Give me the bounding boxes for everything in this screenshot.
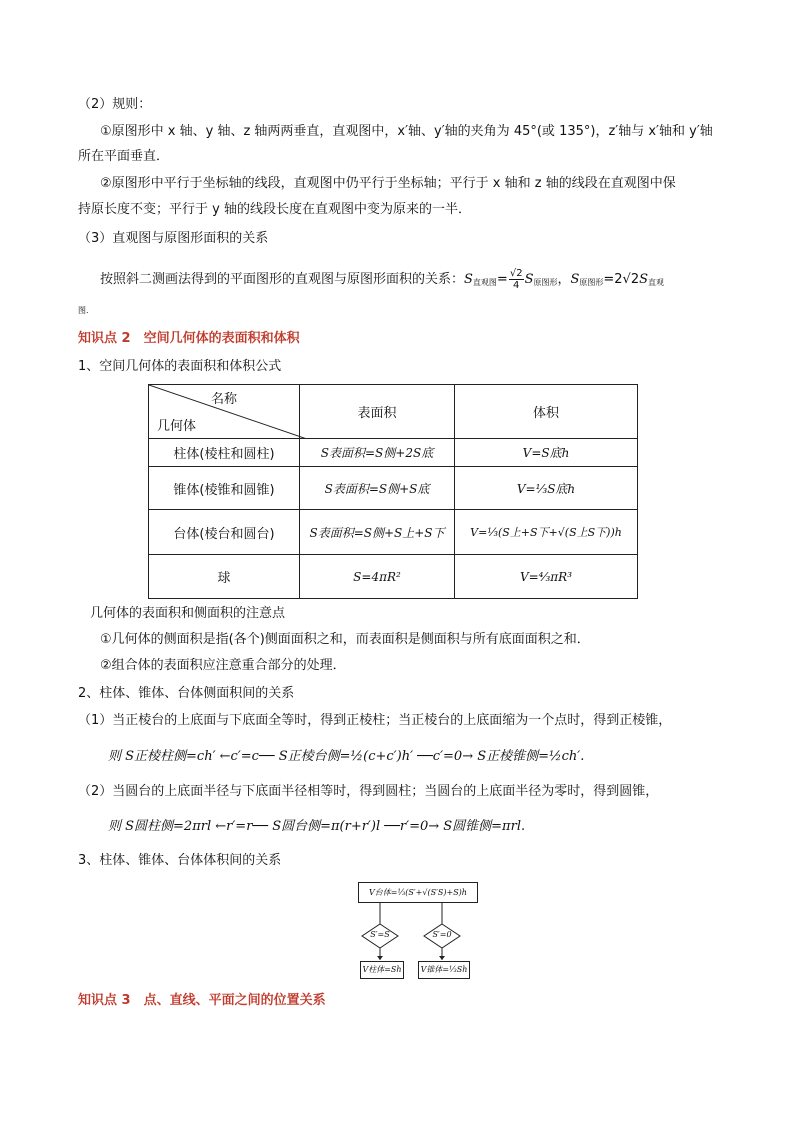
kp2-heading: 知识点 2 空间几何体的表面积和体积 xyxy=(78,331,300,346)
flowchart-right-condition: S′=0 xyxy=(432,930,452,939)
row-name: 球 xyxy=(149,555,300,599)
area-relation xyxy=(100,268,664,292)
header-surface: 表面积 xyxy=(300,385,455,439)
formula-table xyxy=(148,384,638,599)
flowchart-left-result: V柱体=Sh xyxy=(360,961,404,979)
notes-title: 几何体的表面积和侧面积的注意点 xyxy=(90,606,286,621)
kp3-heading: 知识点 3 点、直线、平面之间的位置关系 xyxy=(78,993,326,1008)
row-surface: S表面积=S侧+2S底 xyxy=(300,439,455,467)
row-name: 柱体(棱柱和圆柱) xyxy=(149,439,300,467)
volume-flowchart xyxy=(340,878,470,983)
area-s3: S xyxy=(570,272,580,287)
row-name: 锥体(棱锥和圆锥) xyxy=(149,467,300,510)
kp2-2-p2: （2）当圆台的上底面半径与下底面半径相等时，得到圆柱；当圆台的上底面半径为零时，得到圆锥， xyxy=(78,784,659,799)
area-s4: S xyxy=(639,272,649,287)
row-name: 台体(棱台和圆台) xyxy=(149,510,300,555)
table-row xyxy=(149,555,638,599)
area-fraction xyxy=(509,268,524,291)
area-s1: S xyxy=(464,272,473,287)
rules-heading: （2）规则： xyxy=(78,97,152,112)
area-text: 按照斜二测画法得到的平面图形的直观图与原图形面积的关系： xyxy=(100,272,465,287)
table-row xyxy=(149,510,638,555)
table-header-row xyxy=(149,385,638,439)
kp2-sub1: 1、空间几何体的表面积和体积公式 xyxy=(78,359,282,374)
rules-item1-line1: ①原图形中 x 轴、y 轴、z 轴两两垂直，直观图中，x′轴、y′轴的夹角为 45°(或 135°)，z′轴与 x′轴和 y′轴 xyxy=(100,124,713,139)
area-frac-den: 4 xyxy=(513,280,520,291)
area-sub2: 原图形 xyxy=(533,278,558,287)
flowchart-left-condition: S′=S xyxy=(370,930,390,939)
area-sub3: 原图形 xyxy=(579,278,604,287)
area-eq: = xyxy=(496,272,508,287)
notes-item1: ①几何体的侧面积是指(各个)侧面面积之和，而表面积是侧面积与所有底面面积之和． xyxy=(100,632,590,647)
area-frac-num: √2 xyxy=(509,268,523,279)
rules-item2-line1: ②原图形中平行于坐标轴的线段，直观图中仍平行于坐标轴；平行于 x 轴和 z 轴的线段在直观图中保 xyxy=(100,176,676,191)
area-heading: （3）直观图与原图形面积的关系 xyxy=(78,231,269,246)
area-tail: 图. xyxy=(78,306,89,315)
row-surface: S=4πR² xyxy=(300,555,455,599)
row-volume: V=⅓(S上+S下+√(S上S下))h xyxy=(455,510,638,555)
kp2-2-p1: （1）当正棱台的上底面与下底面全等时，得到正棱柱；当正棱台的上底面缩为一个点时，得到正棱锥， xyxy=(78,713,672,728)
header-solid: 几何体 xyxy=(157,419,197,434)
rules-item1-line2: 所在平面垂直． xyxy=(78,149,170,164)
row-volume: V=⅓S底h xyxy=(455,467,638,510)
header-volume: 体积 xyxy=(455,385,638,439)
area-s2: S xyxy=(524,272,534,287)
flowchart-top-box: V台体=⅓(S′+√(S′S)+S)h xyxy=(358,882,478,903)
row-volume: V=S底h xyxy=(455,439,638,467)
area-sub1: 直观图 xyxy=(472,278,497,287)
header-name: 名称 xyxy=(211,392,238,407)
area-sep: ， xyxy=(557,272,571,287)
kp2-3-heading: 3、柱体、锥体、台体体积间的关系 xyxy=(78,853,282,868)
kp2-2-heading: 2、柱体、锥体、台体侧面积间的关系 xyxy=(78,686,295,701)
row-surface: S表面积=S侧+S底 xyxy=(300,467,455,510)
kp2-2-formula1: 则 S正棱柱侧=ch′ ←c′=c── S正棱台侧=½(c+c′)h′ ──c′=0→ S正棱锥侧=½ch′. xyxy=(108,749,585,764)
table-row xyxy=(149,467,638,510)
area-eq2: =2√2 xyxy=(603,272,640,287)
row-volume: V=⁴⁄₃πR³ xyxy=(455,555,638,599)
row-surface: S表面积=S侧+S上+S下 xyxy=(300,510,455,555)
table-row xyxy=(149,439,638,467)
table-header-corner xyxy=(149,385,300,439)
area-sub4: 直观 xyxy=(648,278,665,287)
kp2-2-formula2: 则 S圆柱侧=2πrl ←r′=r── S圆台侧=π(r+r′)l ──r′=0→ S圆锥侧=πrl. xyxy=(108,819,526,834)
flowchart-right-result: V锥体=⅓Sh xyxy=(418,961,470,979)
notes-item2: ②组合体的表面积应注意重合部分的处理． xyxy=(100,658,346,673)
rules-item2-line2: 持原长度不变；平行于 y 轴的线段长度在直观图中变为原来的一半． xyxy=(78,202,471,217)
